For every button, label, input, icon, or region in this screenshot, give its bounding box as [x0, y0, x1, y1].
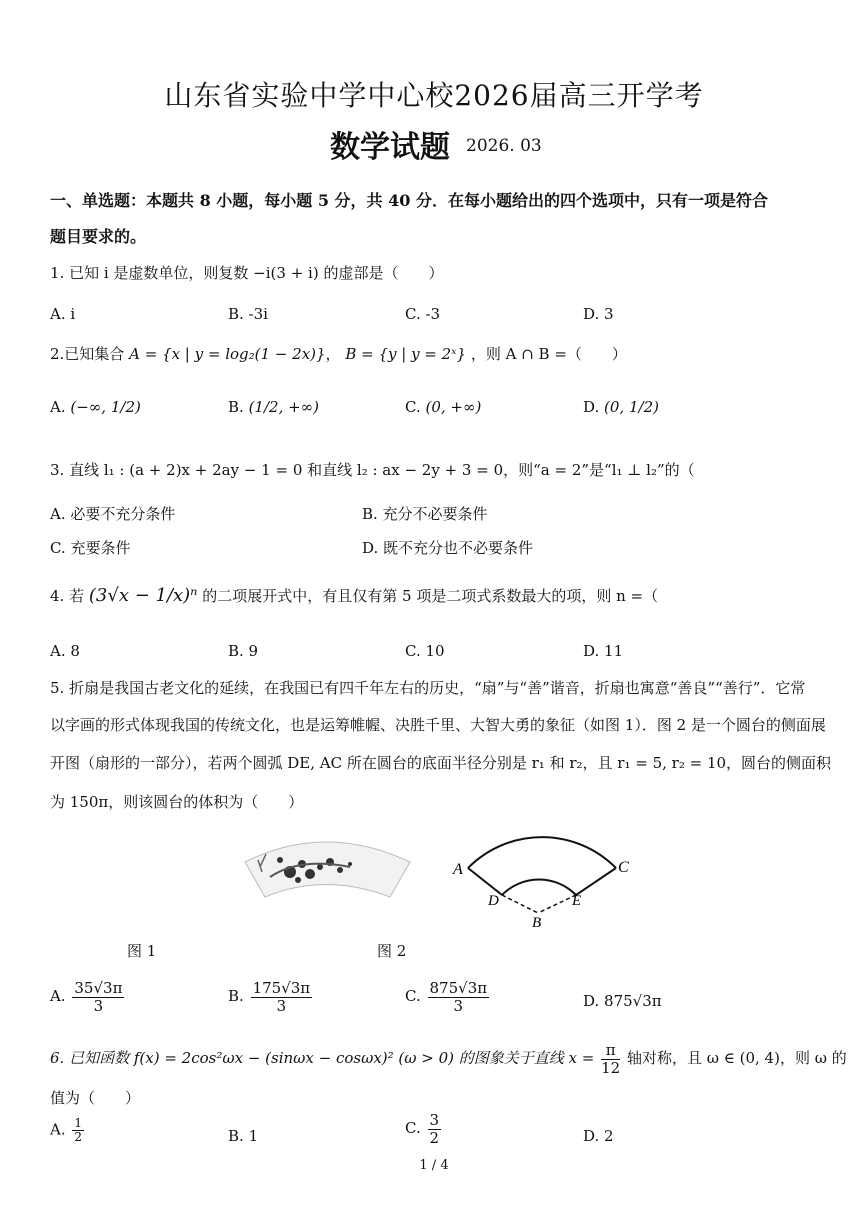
q1-stem: 1. 已知 i 是虚数单位，则复数 −i(3 + i) 的虚部是（ ） [50, 264, 444, 282]
q2-option-b [228, 398, 319, 416]
q5-option-d-label: D. [583, 992, 600, 1010]
page-number: 1 / 4 [419, 1158, 449, 1173]
q3-option-c: C. 充要条件 [50, 539, 131, 557]
q2-option-c-label: C. [405, 398, 421, 416]
q6-option-b [228, 1127, 258, 1145]
q2-set-a: A = {x | y = log₂(1 − 2x)} [129, 345, 326, 363]
q5-line1: 5. 折扇是我国古老文化的延续，在我国已有四千年左右的历史，“扇”与“善”谐音，折扇也寓意“善良”“善行”．它常 [50, 679, 806, 697]
q1-option-a: A. i [50, 305, 76, 323]
label-e: E [572, 893, 582, 909]
q2-option-c [405, 398, 481, 416]
label-b: B [532, 915, 542, 931]
q6-line1-suffix: 轴对称，且 ω ∈ (0, 4)，则 ω 的 [626, 1049, 847, 1067]
q2-set-b: B = {y | y = 2ˣ} [345, 345, 467, 363]
q6-frac-den: 12 [601, 1058, 621, 1077]
q6-line2: 值为（ ） [50, 1089, 141, 1107]
q5-option-c [405, 980, 491, 1014]
q6-option-a-label: A. [50, 1120, 66, 1139]
fan-painting-figure [240, 832, 415, 902]
label-d: D [488, 893, 499, 909]
label-c: C [618, 859, 629, 876]
q6-line1 [50, 1042, 847, 1076]
q1-option-d: D. 3 [583, 305, 614, 323]
q2-option-c-value: (0, +∞) [425, 398, 482, 416]
q5-option-a-den: 3 [93, 996, 104, 1015]
q5-option-c-num: 875√3π [429, 979, 488, 997]
q4-stem [50, 585, 658, 606]
q4-option-d: D. 11 [583, 642, 624, 660]
q2-option-a-value: (−∞, 1/2) [70, 398, 141, 416]
q5-line2: 以字画的形式体现我国的传统文化，也是运筹帷幄、决胜千里、大智大勇的象征（如图 1）．图 2 是一个圆台的侧面展 [50, 716, 826, 734]
q6-option-c [405, 1112, 443, 1146]
exam-title: 山东省实验中学中心校2026届高三开学考 [164, 79, 704, 112]
q2-stem: 2.已知集合 A = {x | y = log₂(1 − 2x)}， B = {y | y = 2ˣ} ，则 A ∩ B =（ ） [50, 345, 627, 363]
q5-option-b-label: B. [228, 987, 244, 1005]
q2-option-d [583, 398, 659, 416]
q5-option-b [228, 980, 314, 1014]
q6-option-c-den: 2 [429, 1128, 440, 1147]
q2-option-b-value: (1/2, +∞) [248, 398, 320, 416]
q2-option-d-value: (0, 1/2) [604, 398, 659, 416]
q3-stem: 3. 直线 l₁ : (a + 2)x + 2ay − 1 = 0 和直线 l₂ : ax − 2y + 3 = 0，则“a = 2”是“l₁ ⊥ l₂”的（ [50, 461, 695, 479]
q5-option-c-label: C. [405, 987, 421, 1005]
q5-option-d [583, 992, 662, 1010]
q5-option-d-value: 875√3π [604, 992, 662, 1010]
q6-option-c-num: 3 [429, 1111, 440, 1129]
q4-stem-prefix: 4. 若 [50, 587, 85, 605]
label-a: A [453, 861, 463, 878]
q6-option-b-label: B. [228, 1127, 244, 1145]
q6-option-c-label: C. [405, 1119, 421, 1137]
q1-option-b: B. -3i [228, 305, 268, 323]
q4-option-a: A. 8 [50, 642, 80, 660]
q6-option-b-value: 1 [248, 1127, 259, 1145]
fig1-caption: 图 1 [127, 942, 157, 960]
q5-line3: 开图（扇形的一部分），若两个圆弧 DE, AC 所在圆台的底面半径分别是 r₁ 和 r₂，且 r₁ = 5, r₂ = 10，圆台的侧面积 [50, 754, 832, 772]
q2-option-a-label: A. [50, 398, 66, 416]
q4-option-c: C. 10 [405, 642, 445, 660]
q5-option-c-den: 3 [453, 996, 464, 1015]
q4-expression: (3√x − 1/x)ⁿ [88, 585, 198, 606]
q6-option-d [583, 1127, 614, 1145]
section-heading-line2: 题目要求的。 [50, 227, 147, 246]
q6-frac-num: π [601, 1042, 620, 1060]
exam-subtitle: 数学试题 [330, 130, 450, 165]
q1-option-c: C. -3 [405, 305, 441, 323]
q2-stem-suffix: ，则 A ∩ B =（ ） [470, 345, 627, 363]
q3-option-d: D. 既不充分也不必要条件 [362, 539, 534, 557]
q5-option-a-num: 35√3π [74, 979, 123, 997]
q4-stem-suffix: 的二项展开式中，有且仅有第 5 项是二项式系数最大的项，则 n =（ [202, 587, 659, 605]
q5-option-b-den: 3 [276, 996, 287, 1015]
q3-option-b: B. 充分不必要条件 [362, 505, 488, 523]
q6-option-d-label: D. [583, 1127, 600, 1145]
section-heading-line1: 一、单选题：本题共 8 小题，每小题 5 分，共 40 分．在每小题给出的四个选项中，只有一项是符合 [50, 191, 768, 210]
fig2-caption: 图 2 [377, 942, 407, 960]
q2-option-d-label: D. [583, 398, 600, 416]
q2-stem-prefix: 2.已知集合 [50, 345, 125, 363]
exam-date: 2026. 03 [466, 136, 542, 156]
q6-line1-text: 6. 已知函数 f(x) = 2cos²ωx − (sinωx − cosωx)² (ω > 0) 的图象关于直线 x = [50, 1049, 595, 1067]
q5-option-a-label: A. [50, 987, 66, 1005]
q4-option-b: B. 9 [228, 642, 259, 660]
q6-option-a-den: 2 [74, 1130, 83, 1145]
q6-option-a-num: 1 [74, 1116, 83, 1130]
q6-option-a [50, 1117, 86, 1144]
q5-option-a [50, 980, 126, 1014]
q6-option-d-value: 2 [604, 1127, 614, 1145]
frustum-development-figure [450, 825, 640, 935]
q2-option-b-label: B. [228, 398, 244, 416]
q3-option-a: A. 必要不充分条件 [50, 505, 176, 523]
q5-option-b-num: 175√3π [252, 979, 311, 997]
q2-option-a [50, 398, 141, 416]
q5-line4: 为 150π，则该圆台的体积为（ ） [50, 793, 304, 811]
